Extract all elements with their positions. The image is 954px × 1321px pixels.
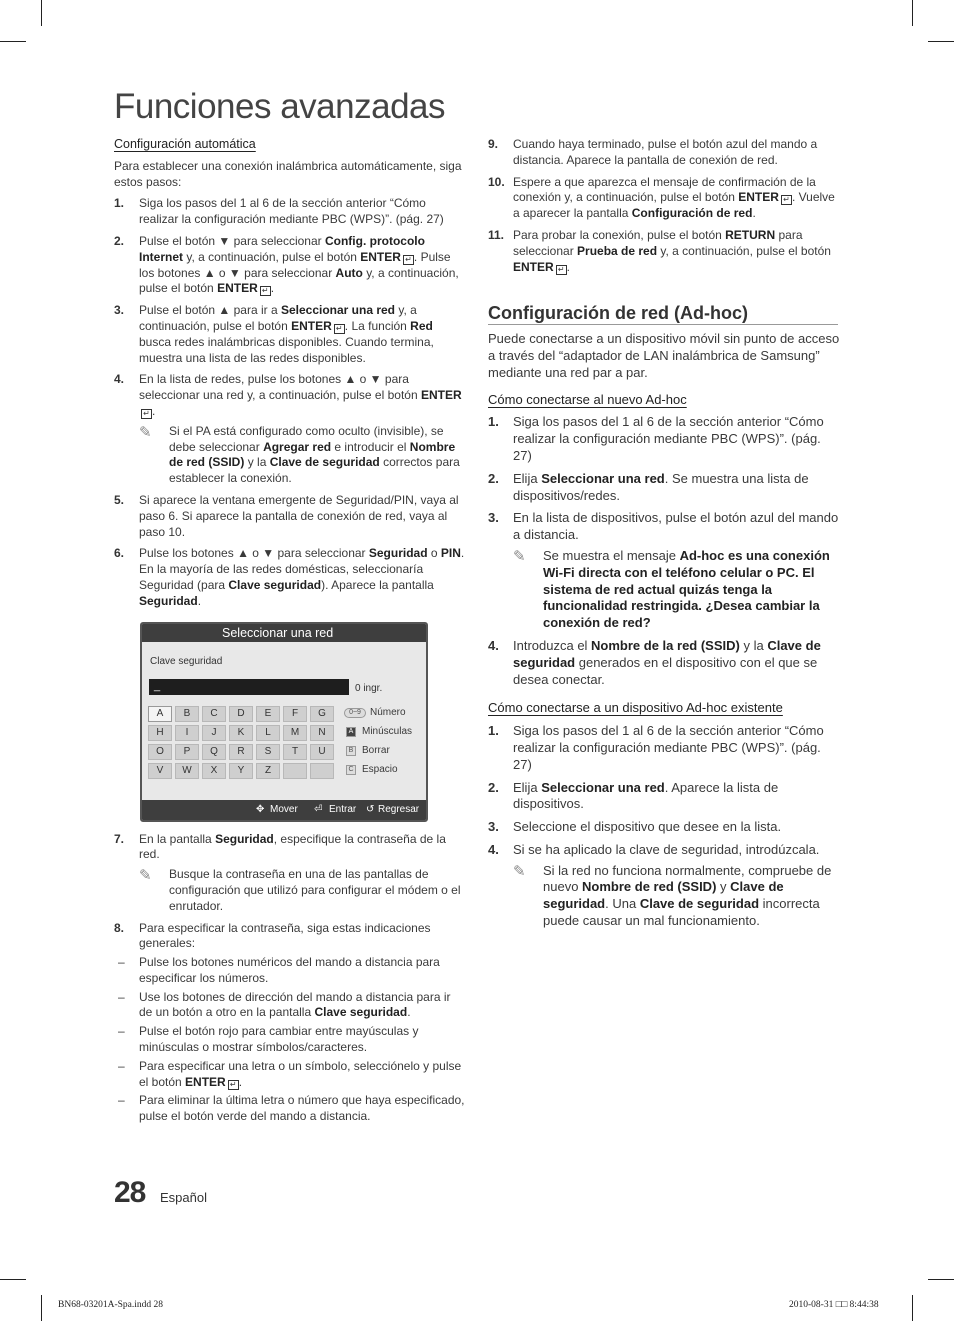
move-label: Mover — [270, 803, 298, 815]
subheading-existing-adhoc: Cómo conectarse a un dispositivo Ad-hoc existente — [488, 700, 783, 716]
enter-icon: ↵ — [334, 324, 345, 334]
left-column — [114, 137, 466, 1125]
enter-label: Entrar — [329, 803, 357, 815]
number-key-icon: 0~9 — [344, 708, 366, 718]
keyboard-key[interactable] — [283, 763, 307, 779]
option-number[interactable]: 0~9 Número — [346, 706, 412, 725]
pencil-note-icon: ✎ — [139, 867, 152, 885]
on-screen-keyboard — [148, 706, 334, 779]
password-field[interactable]: _ — [149, 679, 349, 695]
section-title-adhoc: Configuración de red (Ad-hoc) — [488, 305, 838, 325]
note-adhoc-message: ✎ Se muestra el mensaje Ad-hoc es una conexión Wi-Fi directa con el teléfono celular o PC. El sistema de red actual quizás tenga la funcionalidad restringida. ¿Desea cambiar la conexión de red? — [513, 547, 830, 631]
option-delete[interactable]: B Borrar — [346, 744, 412, 763]
crop-mark — [912, 0, 913, 26]
return-label: Regresar — [378, 803, 420, 815]
keyboard-key[interactable]: K — [229, 725, 253, 741]
keyboard-key[interactable]: H — [148, 725, 172, 741]
option-space[interactable]: C Espacio — [346, 763, 412, 782]
adhoc-new-step-4: 4. Introduzca el Nombre de la red (SSID) y la Clave de seguridad generados en el dispositivo con el que se desea conectar. — [488, 637, 821, 687]
subheading-new-adhoc: Cómo conectarse al nuevo Ad-hoc — [488, 391, 687, 407]
keyboard-key[interactable]: V — [148, 763, 172, 779]
dash-item: – Para eliminar la última letra o número que haya especificado, pulse el botón verde del mando a distancia. — [118, 1093, 465, 1124]
enter-icon: ↵ — [781, 195, 792, 205]
keyboard-key[interactable]: L — [256, 725, 280, 741]
adhoc-intro: Puede conectarse a un dispositivo móvil sin punto de acceso a través del “adaptador de LAN inalámbrica de Samsung” mediante una red par a par. — [488, 331, 840, 380]
enter-icon: ⏎ — [314, 803, 323, 815]
note-password-location: ✎ Busque la contraseña en una de las pantallas de configuración que utilizó para configurar el módem o el enrutador. — [139, 867, 461, 913]
right-column — [488, 137, 840, 930]
adhoc-existing-step-3: 3. Seleccione el dispositivo que desee en la lista. — [488, 819, 782, 835]
move-arrows-icon: ✥ — [256, 803, 265, 815]
keyboard-key[interactable]: X — [202, 763, 226, 779]
keyboard-key[interactable]: I — [175, 725, 199, 741]
enter-icon: ↵ — [141, 409, 152, 419]
crop-mark — [41, 1295, 42, 1321]
pencil-note-icon: ✎ — [139, 423, 152, 441]
crop-mark — [928, 1279, 954, 1280]
adhoc-new-step-1: 1. Siga los pasos del 1 al 6 de la sección anterior “Cómo realizar la configuración mediante PBC (WPS)”. (pág. 27) — [488, 414, 824, 463]
print-slug-date: 2010-08-31 □□ 8:44:38 — [789, 1300, 879, 1310]
page-title: Funciones avanzadas — [114, 87, 445, 126]
crop-mark — [41, 0, 42, 26]
note-network-check: ✎ Si la red no funciona normalmente, compruebe de nuevo Nombre de red (SSID) y Clave de seguridad. Una Clave de seguridad incorrecta puede causar un mal funcionamiento. — [513, 862, 832, 929]
select-network-screen — [140, 622, 428, 822]
keyboard-key[interactable]: R — [229, 744, 253, 760]
crop-mark — [0, 41, 26, 42]
keyboard-key[interactable]: Q — [202, 744, 226, 760]
keyboard-key[interactable]: T — [283, 744, 307, 760]
adhoc-existing-step-4: 4. Si se ha aplicado la clave de seguridad, introdúzcala. ✎ Si la red no funciona normalmente, compruebe de nuevo Nombre de red (SSID) y Clave de seguridad. Una Clave de seguridad incorrecta puede causar un mal funcionamiento. — [488, 842, 840, 930]
option-lowercase[interactable]: A Minúsculas — [346, 725, 412, 744]
step-2: 2. Pulse el botón ▼ para seleccionar Config. protocolo Internet y, a continuación, pulse el botón ENTER ↵ . Pulse los botones ▲ o ▼ para seleccionar Auto y, a continuación, pulse el botón ENTER ↵ . — [114, 233, 459, 296]
dash-item: – Pulse el botón rojo para cambiar entre mayúsculas y minúsculas o mostrar símbolos/caracteres. — [118, 1024, 419, 1055]
step-5: 5. Si aparece la ventana emergente de Seguridad/PIN, vaya al paso 6. Si aparece la pantalla de conexión de red, vaya al paso 10. — [114, 492, 459, 539]
enter-icon: ↵ — [556, 265, 567, 275]
step-3: 3. Pulse el botón ▲ para ir a Seleccionar una red y, a continuación, pulse el botón ENTER ↵ . La función Red busca redes inalámbricas disponibles. Cuando termina, muestra una lista de las redes disponibles. — [114, 303, 434, 365]
step-9: 9. Cuando haya terminado, pulse el botón azul del mando a distancia. Aparece la pantalla de conexión de red. — [488, 137, 818, 167]
step-11: 11. Para probar la conexión, pulse el botón RETURN para seleccionar Prueba de red y, a continuación, pulse el botón ENTER ↵ . — [488, 227, 831, 274]
dash-item: – Pulse los botones numéricos del mando a distancia para especificar los números. — [118, 955, 440, 985]
enter-icon: ↵ — [228, 1080, 239, 1090]
enter-icon: ↵ — [403, 255, 414, 265]
footer-language: Español — [160, 1190, 207, 1205]
keyboard-key[interactable]: E — [256, 706, 280, 722]
enter-icon: ↵ — [260, 286, 271, 296]
screen-bottom-bar — [142, 800, 426, 820]
step-10: 10. Espere a que aparezca el mensaje de confirmación de la conexión y, a continuación, pulse el botón ENTER ↵ . Vuelve a aparecer la pantalla Configuración de red. — [488, 174, 835, 221]
keyboard-key[interactable]: Y — [229, 763, 253, 779]
dash-item: – Para especificar una letra o un símbolo, selecciónelo y pulse el botón ENTER ↵ . — [118, 1058, 462, 1089]
password-label: Clave seguridad — [150, 655, 223, 667]
keyboard-options — [346, 706, 412, 782]
keyboard-key[interactable]: W — [175, 763, 199, 779]
keyboard-key[interactable]: Z — [256, 763, 280, 779]
keyboard-key[interactable]: U — [310, 744, 334, 760]
keyboard-key[interactable]: D — [229, 706, 253, 722]
keyboard-key[interactable]: G — [310, 706, 334, 722]
dash-item: – Use los botones de dirección del mando a distancia para ir de un botón a otro en la pantalla Clave seguridad. — [118, 989, 451, 1020]
step-4: 4. En la lista de redes, pulse los botones ▲ o ▼ para seleccionar una red y, a continuación, pulse el botón ENTER↵ . ✎ Si el PA está configurado como oculto (invisible), se debe seleccionar Agregar red e introducir el Nombre de red (SSID) y la Clave de seguridad correctos para establecer la conexión. — [114, 372, 466, 487]
keyboard-key[interactable]: O — [148, 744, 172, 760]
keyboard-key[interactable] — [310, 763, 334, 779]
page-number: 28 — [114, 1176, 146, 1209]
screen-title: Seleccionar una red — [142, 624, 426, 642]
adhoc-new-step-2: 2. Elija Seleccionar una red. Se muestra una lista de dispositivos/redes. — [488, 470, 809, 503]
keyboard-key[interactable]: B — [175, 706, 199, 722]
crop-mark — [0, 1279, 26, 1280]
return-icon: ↺ — [366, 803, 375, 815]
green-b-button-icon: B — [346, 746, 356, 756]
keyboard-key[interactable]: A — [148, 706, 172, 722]
step-1: 1. Siga los pasos del 1 al 6 de la sección anterior “Cómo realizar la configuración mediante PBC (WPS)”. (pág. 27) — [114, 196, 444, 227]
pencil-note-icon: ✎ — [513, 862, 526, 880]
adhoc-existing-step-1: 1. Siga los pasos del 1 al 6 de la sección anterior “Cómo realizar la configuración mediante PBC (WPS)”. (pág. 27) — [488, 723, 824, 772]
keyboard-key[interactable]: P — [175, 744, 199, 760]
crop-mark — [928, 41, 954, 42]
intro-text: Para establecer una conexión inalámbrica automáticamente, siga estos pasos: — [114, 158, 462, 189]
step-8: 8. Para especificar la contraseña, siga estas indicaciones generales: — [114, 920, 431, 951]
print-slug-file: BN68-03201A-Spa.indd 28 — [58, 1300, 164, 1310]
subheading-auto-config: Configuración automática — [114, 137, 256, 151]
keyboard-key[interactable]: S — [256, 744, 280, 760]
adhoc-new-step-3: 3. En la lista de dispositivos, pulse el botón azul del mando a distancia. ✎ Se muestra el mensaje Ad-hoc es una conexión Wi-Fi directa con el teléfono celular o PC. El sistema de red actual quizás tenga la funcionalidad restringida. ¿Desea cambiar la conexión de red? — [488, 510, 839, 631]
pencil-note-icon: ✎ — [513, 547, 526, 565]
step-7: 7. En la pantalla Seguridad, especifique la contraseña de la red. ✎ Busque la contraseña en una de las pantallas de configuración que utilizó para configurar el módem o el enrutador. — [114, 832, 466, 915]
keyboard-key[interactable]: N — [310, 725, 334, 741]
yellow-c-button-icon: C — [346, 765, 356, 775]
adhoc-existing-step-2: 2. Elija Seleccionar una red. Aparece la lista de dispositivos. — [488, 779, 779, 812]
char-count: 0 ingr. — [355, 682, 383, 694]
red-a-button-icon: A — [346, 727, 356, 737]
keyboard-key[interactable]: J — [202, 725, 226, 741]
note-hidden-ap: ✎ Si el PA está configurado como oculto (invisible), se debe seleccionar Agregar red e introducir el Nombre de red (SSID) y la Clave de seguridad correctos para establecer la conexión. — [139, 423, 460, 486]
step-6: 6. Pulse los botones ▲ o ▼ para seleccionar Seguridad o PIN. En la mayoría de las redes domésticas, seleccionaría Seguridad (para Clave seguridad). Aparece la pantalla Seguridad. — [114, 546, 465, 608]
crop-mark — [912, 1295, 913, 1321]
keyboard-key[interactable]: F — [283, 706, 307, 722]
keyboard-key[interactable]: C — [202, 706, 226, 722]
keyboard-key[interactable]: M — [283, 725, 307, 741]
